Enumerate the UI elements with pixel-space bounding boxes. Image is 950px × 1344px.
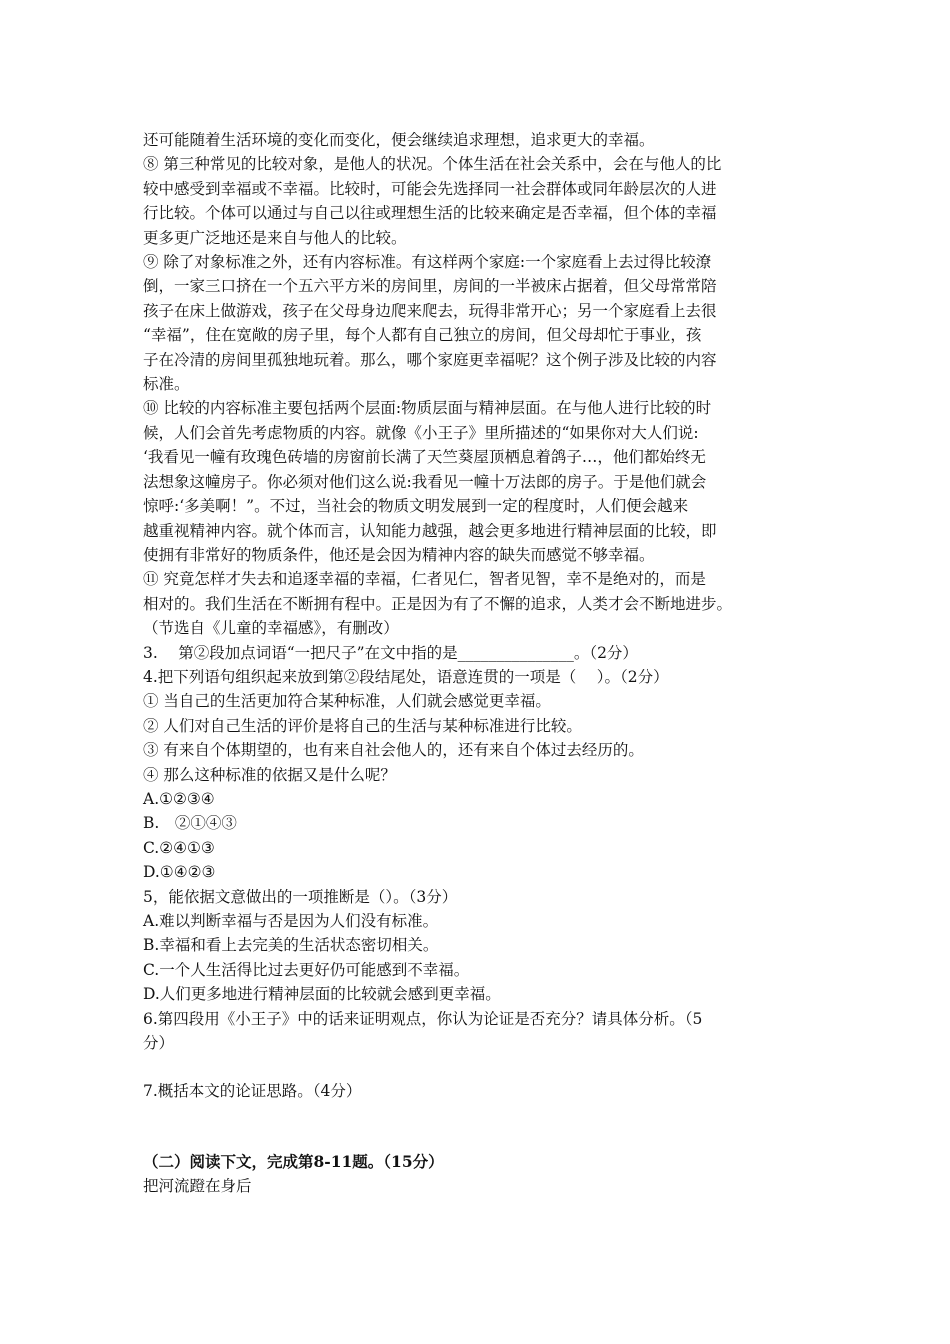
section-title: 把河流蹬在身后 [143,1177,252,1196]
passage-line: 行比较。个体可以通过与自己以往或理想生活的比较来确定是否幸福，但个体的幸福 [143,204,717,223]
sentence-item: ④ 那么这种标准的依据又是什么呢？ [143,765,396,784]
answer-option: A.①②③④ [143,789,215,808]
passage-line: 标准。 [143,375,190,394]
answer-space [143,1104,808,1150]
passage-line: 子在冷清的房间里孤独地玩着。那么，哪个家庭更幸福呢？这个例子涉及比较的内容 [143,350,717,369]
answer-option: B. ②①④③ [143,814,237,833]
source-note: （节选自《儿童的幸福感》，有删改） [143,619,399,638]
passage-line: ⑧ 第三种常见的比较对象，是他人的状况。个体生活在社会关系中，会在与他人的比 [143,155,722,174]
answer-option: A.难以判断幸福与否是因为人们没有标准。 [143,912,439,930]
question-4-stem: 4.把下列语句组织起来放到第②段结尾处，语意连贯的一项是（ ）。（2分） [143,667,669,686]
passage-line: 孩子在床上做游戏，孩子在父母身边爬来爬去，玩得非常开心；另一个家庭看上去很 [143,301,717,320]
answer-option: D.①④②③ [143,863,216,882]
passage-line: 候，人们会首先考虑物质的内容。就像《小王子》里所描述的“如果你对大人们说: [143,423,699,442]
section-heading: （二）阅读下文，完成第8-11题。（15分） [143,1151,444,1171]
passage-line: 更多更广泛地还是来自与他人的比较。 [143,228,407,247]
passage-line: “幸福”，住在宽敞的房子里，每个人都有自己独立的房间，但父母却忙于事业，孩 [143,326,702,345]
passage-line: ⑩ 比较的内容标准主要包括两个层面:物质层面与精神层面。在与他人进行比较的时 [143,399,712,418]
answer-option: C.②④①③ [143,838,215,857]
answer-option: C.一个人生活得比过去更好仍可能感到不幸福。 [143,960,470,979]
answer-option: D.人们更多地进行精神层面的比较就会感到更幸福。 [143,985,501,1004]
passage-line: 法想象这幢房子。你必须对他们这么说:我看见一幢十万法郎的房子。于是他们就会 [143,472,707,491]
question-5 [143,885,808,1007]
question-4 [143,665,808,885]
passage-line: 越重视精神内容。就个体而言，认知能力越强，越会更多地进行精神层面的比较，即 [143,521,717,540]
passage-line: 使拥有非常好的物质条件，他还是会因为精神内容的缺失而感觉不够幸福。 [143,545,655,564]
passage-line: 倒，一家三口挤在一个五六平方米的房间里，房间的一半被床占据着，但父母常常陪 [143,277,717,296]
question-6-line: 分） [143,1034,175,1053]
passage-line: ⑪ 究竟怎样才失去和追逐幸福的幸福，仁者见仁，智者见智，幸不是绝对的，而是 [143,570,706,589]
passage-line: 惊呼:‘多美啊！”。不过，当社会的物质文明发展到一定的程度时，人们便会越来 [143,497,689,516]
passage-line: 较中感受到幸福或不幸福。比较时，可能会先选择同一社会群体或同年龄层次的人进 [143,179,717,198]
sentence-item: ① 当自己的生活更加符合某种标准，人们就会感觉更幸福。 [143,692,551,711]
sentence-item: ③ 有来自个体期望的，也有来自社会他人的，还有来自个体过去经历的。 [143,741,644,760]
passage-line: ‘我看见一幢有玫瑰色砖墙的房窗前长满了天竺葵屋顶栖息着鸽子…，他们都始终无 [143,448,706,467]
sentence-item: ② 人们对自己生活的评价是将自己的生活与某种标准进行比较。 [143,716,582,735]
answer-space [143,1055,808,1079]
passage [143,128,808,641]
question-5-stem: 5，能依据文意做出的一项推断是（）。（3分） [143,887,458,906]
document-body [143,128,808,1199]
passage-line: 相对的。我们生活在不断拥有程中。正是因为有了不懈的追求，人类才会不断地进步。 [143,594,733,613]
answer-option: B.幸福和看上去完美的生活状态密切相关。 [143,936,439,955]
question-6-line: 6.第四段用《小王子》中的话来证明观点，你认为论证是否充分？请具体分析。（5 [143,1009,703,1028]
passage-line: 还可能随着生活环境的变化而变化，便会继续追求理想，追求更大的幸福。 [143,131,655,149]
question-7: 7.概括本文的论证思路。（4分） [143,1082,362,1101]
question-6 [143,1007,808,1056]
question-3: 3. 第②段加点词语“一把尺子”在文中指的是_______________。（2分） [143,643,638,662]
passage-line: ⑨ 除了对象标准之外，还有内容标准。有这样两个家庭:一个家庭看上去过得比较潦 [143,253,712,272]
